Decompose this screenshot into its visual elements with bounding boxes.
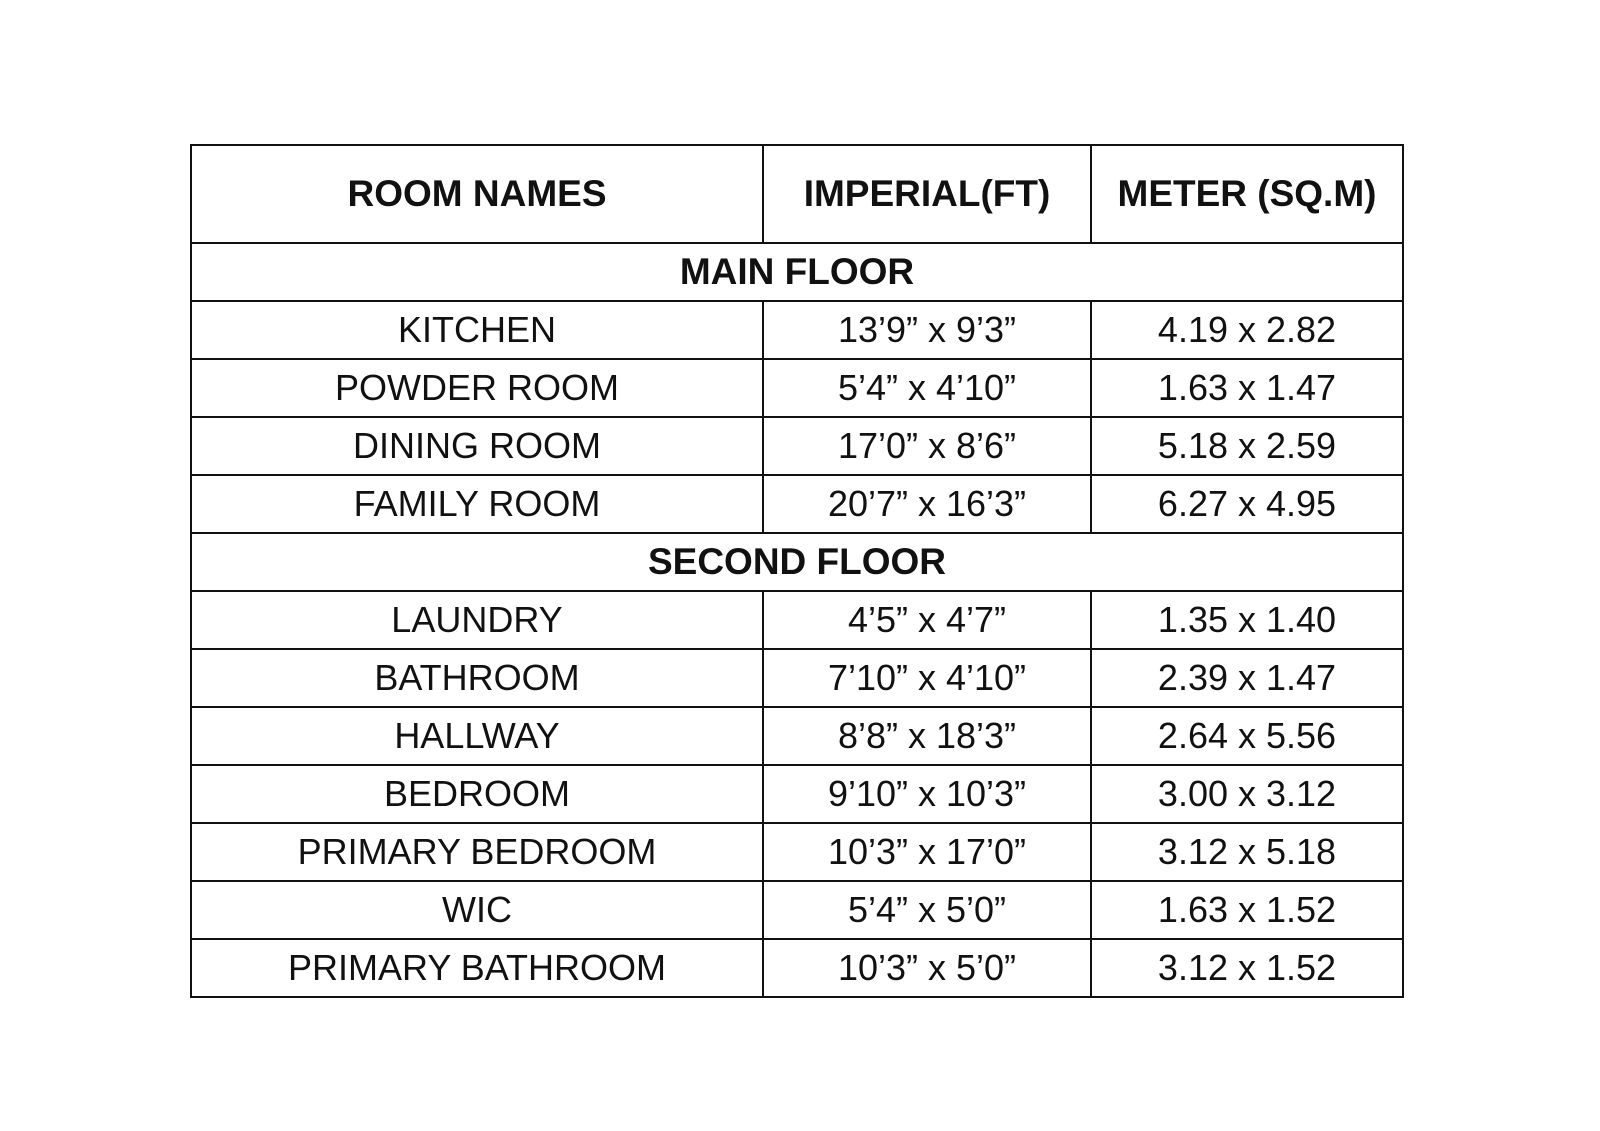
metric-cell: 4.19 x 2.82 [1091, 301, 1403, 359]
section-title: SECOND FLOOR [191, 533, 1403, 591]
room-name-cell: BATHROOM [191, 649, 763, 707]
imperial-cell: 5’4” x 4’10” [763, 359, 1091, 417]
metric-cell: 3.12 x 1.52 [1091, 939, 1403, 997]
header-metric: METER (SQ.M) [1091, 145, 1403, 243]
room-name-cell: LAUNDRY [191, 591, 763, 649]
imperial-cell: 9’10” x 10’3” [763, 765, 1091, 823]
metric-cell: 2.64 x 5.56 [1091, 707, 1403, 765]
table-row [191, 765, 1403, 823]
metric-cell: 1.35 x 1.40 [1091, 591, 1403, 649]
imperial-cell: 13’9” x 9’3” [763, 301, 1091, 359]
section-title: MAIN FLOOR [191, 243, 1403, 301]
room-name-cell: HALLWAY [191, 707, 763, 765]
room-dimensions-table [190, 144, 1404, 998]
imperial-cell: 20’7” x 16’3” [763, 475, 1091, 533]
table-row [191, 301, 1403, 359]
metric-cell: 6.27 x 4.95 [1091, 475, 1403, 533]
room-name-cell: KITCHEN [191, 301, 763, 359]
metric-cell: 1.63 x 1.47 [1091, 359, 1403, 417]
header-room-names: ROOM NAMES [191, 145, 763, 243]
table-row [191, 591, 1403, 649]
room-name-cell: WIC [191, 881, 763, 939]
table-row [191, 417, 1403, 475]
table-row [191, 475, 1403, 533]
metric-cell: 3.00 x 3.12 [1091, 765, 1403, 823]
header-imperial: IMPERIAL(FT) [763, 145, 1091, 243]
imperial-cell: 4’5” x 4’7” [763, 591, 1091, 649]
room-name-cell: PRIMARY BATHROOM [191, 939, 763, 997]
imperial-cell: 7’10” x 4’10” [763, 649, 1091, 707]
section-row-second-floor [191, 533, 1403, 591]
metric-cell: 5.18 x 2.59 [1091, 417, 1403, 475]
metric-cell: 2.39 x 1.47 [1091, 649, 1403, 707]
imperial-cell: 10’3” x 17’0” [763, 823, 1091, 881]
table-row [191, 649, 1403, 707]
metric-cell: 1.63 x 1.52 [1091, 881, 1403, 939]
room-name-cell: PRIMARY BEDROOM [191, 823, 763, 881]
imperial-cell: 8’8” x 18’3” [763, 707, 1091, 765]
table-row [191, 881, 1403, 939]
room-name-cell: DINING ROOM [191, 417, 763, 475]
imperial-cell: 17’0” x 8’6” [763, 417, 1091, 475]
section-row-main-floor [191, 243, 1403, 301]
room-name-cell: BEDROOM [191, 765, 763, 823]
table-row [191, 823, 1403, 881]
header-row [191, 145, 1403, 243]
room-name-cell: POWDER ROOM [191, 359, 763, 417]
table-row [191, 707, 1403, 765]
imperial-cell: 10’3” x 5’0” [763, 939, 1091, 997]
table-row [191, 939, 1403, 997]
room-name-cell: FAMILY ROOM [191, 475, 763, 533]
imperial-cell: 5’4” x 5’0” [763, 881, 1091, 939]
metric-cell: 3.12 x 5.18 [1091, 823, 1403, 881]
table-row [191, 359, 1403, 417]
